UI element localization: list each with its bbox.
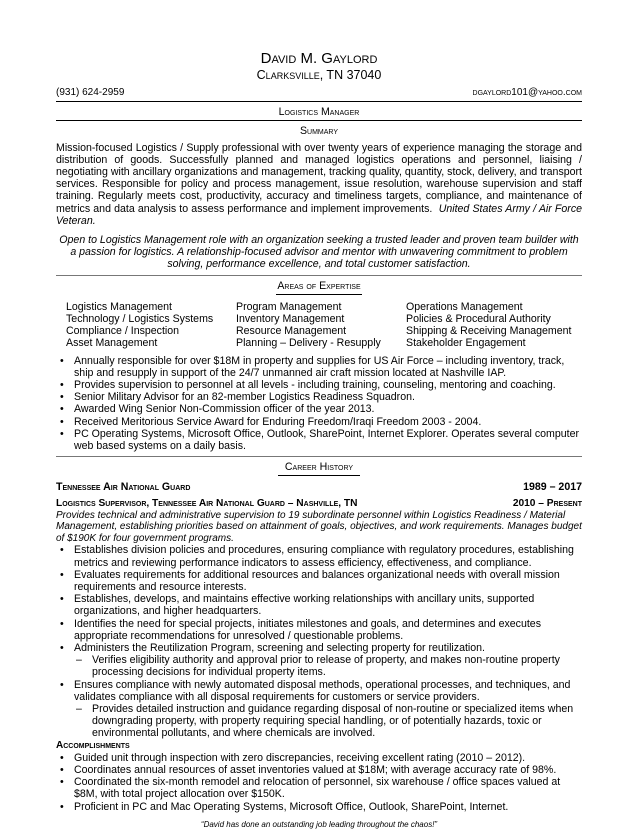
expertise-item: Policies & Procedural Authority [406,313,551,326]
expertise-grid [56,301,582,350]
candidate-name: David M. Gaylord [260,50,378,67]
duty-sublist [56,703,582,740]
role-title: Logistics Supervisor, Tennessee Air National Guard – Nashville, TN [56,497,358,509]
duty-subitem: – Provides detailed instruction and guidance regarding disposal of non-routine or specialized items when downgrading property, with property requiring special handling, or of potentially hazards, toxic or environmental pollutants, and where chemicals are involved. [56,703,582,740]
summary-text: Mission-focused Logistics / Supply professional with over twenty years of experience managing the storage and distribution of goods. Successfully planned and managed logistics operations and personnel, liaising / negotiating with ancillary organizations and management, tracking quality, quantity, stock, delivery, and transport services. Responsible for policy and process management, issue resolution, warehouse supervision and staff training. Regularly meets cost, productivity, accuracy and timeliness targets, compliance, and maintenance of metrics and data analysis to assess performance and implement improvements. [56,141,582,215]
highlight-item: • Annually responsible for over $18M in property and supplies for US Air Force – including inventory, track, ship and resupply in support of the 24/7 unmanned air craft mission located at Nashville IAP. [56,355,582,379]
expertise-item: Asset Management [66,337,158,350]
contact-line [56,87,582,99]
highlight-item: • Provides supervision to personnel at all levels - including training, counseling, mentoring and coaching. [56,379,582,391]
expertise-item: Logistics Management [66,300,172,313]
duties-list-continued [56,679,582,703]
expertise-item: Planning – Delivery - Resupply [236,337,381,350]
target-title-divider [56,120,582,121]
expertise-heading-underline [276,294,362,295]
email-address: dgaylord101@yahoo.com [472,87,582,98]
target-title: Logistics Manager [278,106,360,119]
expertise-item: Resource Management [236,325,347,338]
candidate-city: Clarksville, TN 37040 [256,68,382,82]
role-dates: 2010 – Present [512,497,582,509]
highlight-item: • Received Meritorious Service Award for Enduring Freedom/Iraqi Freedom 2003 - 2004. [56,416,582,428]
employer-name: Tennessee Air National Guard [56,481,191,494]
objective-statement: Open to Logistics Management role with an organization seeking a trusted leader and proven team builder with a passion for logistics. A relationship-focused advisor and mentor with unwavering commitment to problem solving, performance excellence, and total customer satisfaction. [59,234,579,271]
role-line [56,498,582,510]
phone-number: (931) 624-2959 [56,87,125,98]
accomplishments-heading: Accomplishments [56,739,130,751]
highlight-item: • Senior Military Advisor for an 82-member Logistics Readiness Squadron. [56,391,582,403]
accomplishments-list [56,752,582,813]
highlights-list [56,355,582,453]
duty-subitem: – Verifies eligibility authority and approval prior to release of property, and makes non-routine property processing decisions for individual property items. [56,654,582,678]
accomplishment-item: • Coordinated the six-month remodel and relocation of personnel, six warehouse / office spaces valued at $8M, with total project allocation over $150K. [56,776,582,800]
duty-item: • Establishes, develops, and maintains effective working relationships with ancillary units, supported organizations, and higher headquarters. [56,593,582,617]
role-description: Provides technical and administrative supervision to 19 subordinate personnel within Logistics Readiness / Material Management, establishing priorities based on attainment of goals, objectives, and work requirements. Manages budget of $190K for four government programs. [56,509,582,544]
expertise-item: Technology / Logistics Systems [66,313,214,326]
accomplishment-item: • Guided unit through inspection with zero discrepancies, receiving excellent rating (2010 – 2012). [56,752,582,764]
duty-item: • Identifies the need for special projects, initiates milestones and goals, and determines and executes appropriate recommendations for unresolved / questionable problems. [56,618,582,642]
header-divider [56,101,582,102]
expertise-item: Compliance / Inspection [66,325,180,338]
duty-sublist [56,654,582,678]
accomplishment-item: • Coordinates annual resources of asset inventories valued at $18M; with average accuracy rate of 98%. [56,764,582,776]
summary-heading: Summary [299,125,339,138]
employer-dates: 1989 – 2017 [523,481,582,494]
expertise-item: Program Management [236,300,342,313]
career-heading-underline [278,475,360,476]
career-divider [56,456,582,457]
duty-item: • Ensures compliance with newly automated disposal methods, operational processes, and techniques, and validates compliance with all disposal requirements for customers or service providers. [56,679,582,703]
veteran-note: United States Army / Air Force Veteran. [56,202,583,227]
career-heading: Career History [284,461,354,474]
expertise-item: Shipping & Receiving Management [406,325,572,338]
highlight-item: • Awarded Wing Senior Non-Commission officer of the year 2013. [56,403,582,415]
employer-line [56,481,582,493]
testimonial-quote: “David has done an outstanding job leading throughout the chaos!” [200,819,438,829]
duties-list [56,544,582,654]
highlight-item: • PC Operating Systems, Microsoft Office, Outlook, SharePoint, Internet Explorer. Operates several computer web based systems on a daily basis. [56,428,582,452]
duty-item: • Administers the Reutilization Program, screening and selecting property for reutilization. [56,642,582,654]
expertise-heading: Areas of Expertise [277,279,361,292]
duty-item: • Evaluates requirements for additional resources and balances organizational needs with overall mission requirements and resource interests. [56,569,582,593]
expertise-item: Inventory Management [236,313,345,326]
expertise-item: Operations Management [406,300,523,313]
expertise-divider [56,275,582,276]
accomplishment-item: • Proficient in PC and Mac Operating Systems, Microsoft Office, Outlook, SharePoint, Internet. [56,801,582,813]
summary-paragraph [56,142,582,227]
duty-item: • Establishes division policies and procedures, ensuring compliance with regulatory procedures, establishing metrics and reviewing performance indicators to assess efficiency, effectiveness, and compliance. [56,544,582,568]
expertise-item: Stakeholder Engagement [406,337,526,350]
